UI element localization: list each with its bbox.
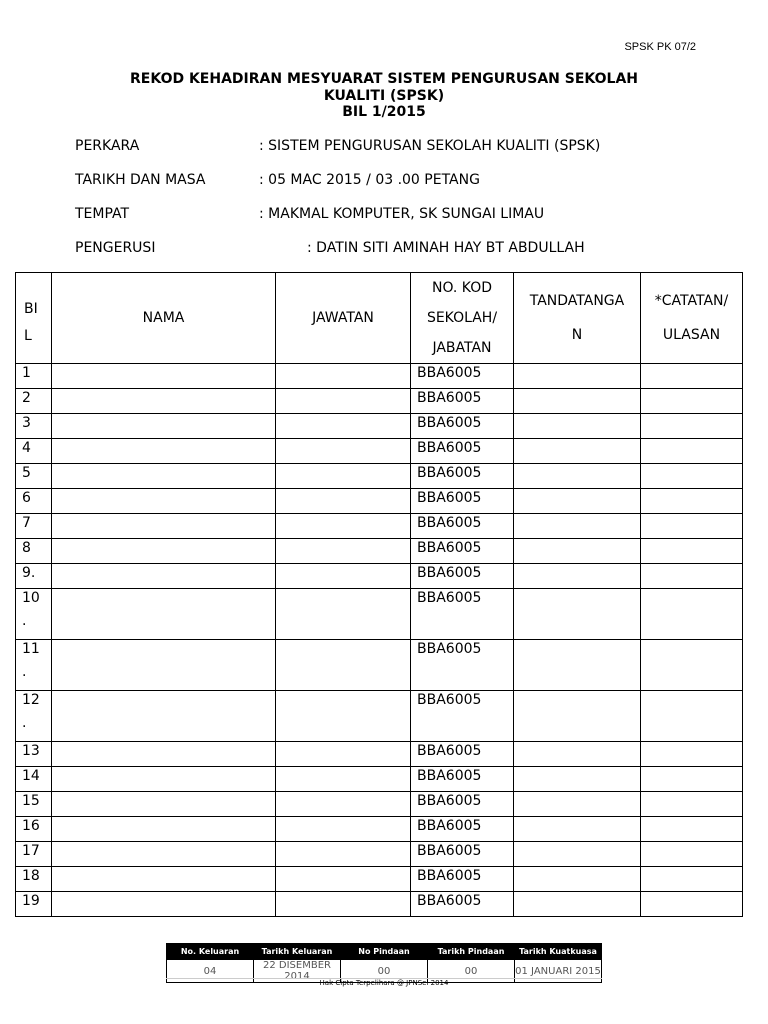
row-bil: 2 (16, 389, 52, 414)
row-bil-line-1: 10 (22, 590, 40, 606)
row-nama-cell[interactable] (52, 414, 276, 439)
footer-value-tarikh-keluaran: 22 DISEMBER 2014 (254, 960, 341, 983)
header-kod-line-3: JABATAN (432, 340, 492, 356)
row-tandatangan-cell[interactable] (514, 640, 641, 691)
header-bil-line-2: L (24, 328, 32, 344)
footer-header-tarikh-keluaran: Tarikh Keluaran (254, 944, 341, 960)
row-nama-cell[interactable] (52, 640, 276, 691)
row-bil (16, 589, 52, 640)
row-bil: 5 (16, 464, 52, 489)
row-catatan-cell[interactable] (641, 364, 743, 389)
row-bil: 9. (16, 564, 52, 589)
row-nama-cell[interactable] (52, 742, 276, 767)
row-tandatangan-cell[interactable] (514, 691, 641, 742)
row-bil: 6 (16, 489, 52, 514)
row-catatan-cell[interactable] (641, 489, 743, 514)
row-bil: 3 (16, 414, 52, 439)
table-row (16, 640, 743, 691)
row-catatan-cell[interactable] (641, 742, 743, 767)
footer-header-no-pindaan: No Pindaan (341, 944, 428, 960)
row-jawatan-cell[interactable] (276, 817, 411, 842)
row-kod: BBA6005 (411, 439, 514, 464)
row-jawatan-cell[interactable] (276, 564, 411, 589)
footer-header-row (167, 944, 602, 960)
table-row (16, 792, 743, 817)
row-bil: 7 (16, 514, 52, 539)
footer-value-tarikh-kuatkuasa: 01 JANUARI 2015 (515, 960, 602, 983)
header-tandatangan (514, 273, 641, 364)
row-bil: 1 (16, 364, 52, 389)
row-tandatangan-cell[interactable] (514, 439, 641, 464)
row-nama-cell[interactable] (52, 817, 276, 842)
row-jawatan-cell[interactable] (276, 742, 411, 767)
header-jawatan: JAWATAN (276, 273, 411, 364)
header-kod-line-2: SEKOLAH/ (426, 310, 498, 326)
row-bil: 4 (16, 439, 52, 464)
row-nama-cell[interactable] (52, 489, 276, 514)
row-jawatan-cell[interactable] (276, 439, 411, 464)
row-catatan-cell[interactable] (641, 892, 743, 917)
row-bil-line-2: . (22, 664, 27, 680)
row-bil: 17 (16, 842, 52, 867)
table-row (16, 439, 743, 464)
row-catatan-cell[interactable] (641, 817, 743, 842)
header-bil-line-1: BI (24, 301, 38, 317)
row-bil: 13 (16, 742, 52, 767)
row-bil: 14 (16, 767, 52, 792)
header-kod (411, 273, 514, 364)
header-tandatangan-line-2: N (571, 327, 583, 343)
table-row (16, 514, 743, 539)
row-bil: 8 (16, 539, 52, 564)
row-kod: BBA6005 (411, 514, 514, 539)
row-catatan-cell[interactable] (641, 691, 743, 742)
footer-value-no-pindaan: 00 (341, 960, 428, 983)
row-kod: BBA6005 (411, 742, 514, 767)
table-row (16, 867, 743, 892)
meta-label-tarikh: TARIKH DAN MASA (75, 172, 206, 188)
row-nama-cell[interactable] (52, 439, 276, 464)
table-row (16, 842, 743, 867)
row-jawatan-cell[interactable] (276, 792, 411, 817)
row-kod: BBA6005 (411, 489, 514, 514)
document-title-line-1: REKOD KEHADIRAN MESYUARAT SISTEM PENGURUSAN SEKOLAH (130, 71, 638, 87)
row-catatan-cell[interactable] (641, 867, 743, 892)
row-tandatangan-cell[interactable] (514, 742, 641, 767)
row-kod: BBA6005 (411, 792, 514, 817)
row-tandatangan-cell[interactable] (514, 514, 641, 539)
meta-label-tempat: TEMPAT (75, 206, 130, 222)
row-kod: BBA6005 (411, 589, 514, 640)
row-kod: BBA6005 (411, 892, 514, 917)
row-kod: BBA6005 (411, 364, 514, 389)
row-catatan-cell[interactable] (641, 539, 743, 564)
row-jawatan-cell[interactable] (276, 539, 411, 564)
row-jawatan-cell[interactable] (276, 414, 411, 439)
table-row (16, 691, 743, 742)
table-row (16, 892, 743, 917)
header-kod-line-1: NO. KOD (431, 280, 493, 296)
header-catatan (641, 273, 743, 364)
header-bil (16, 273, 52, 364)
row-catatan-cell[interactable] (641, 464, 743, 489)
footer-header-tarikh-pindaan: Tarikh Pindaan (428, 944, 515, 960)
table-row (16, 564, 743, 589)
row-jawatan-cell[interactable] (276, 842, 411, 867)
row-catatan-cell[interactable] (641, 514, 743, 539)
row-tandatangan-cell[interactable] (514, 364, 641, 389)
row-bil (16, 691, 52, 742)
row-catatan-cell[interactable] (641, 792, 743, 817)
attendance-table (15, 272, 743, 917)
row-nama-cell[interactable] (52, 589, 276, 640)
row-catatan-cell[interactable] (641, 842, 743, 867)
table-row (16, 742, 743, 767)
row-nama-cell[interactable] (52, 539, 276, 564)
row-bil: 19 (16, 892, 52, 917)
meta-label-pengerusi: PENGERUSI (75, 240, 156, 256)
row-nama-cell[interactable] (52, 389, 276, 414)
table-row (16, 589, 743, 640)
row-jawatan-cell[interactable] (276, 691, 411, 742)
row-bil: 15 (16, 792, 52, 817)
row-bil: 18 (16, 867, 52, 892)
row-nama-cell[interactable] (52, 792, 276, 817)
row-jawatan-cell[interactable] (276, 364, 411, 389)
row-nama-cell[interactable] (52, 514, 276, 539)
row-kod: BBA6005 (411, 767, 514, 792)
row-jawatan-cell[interactable] (276, 640, 411, 691)
row-nama-cell[interactable] (52, 564, 276, 589)
row-bil (16, 640, 52, 691)
row-kod: BBA6005 (411, 414, 514, 439)
row-catatan-cell[interactable] (641, 589, 743, 640)
row-bil-line-1: 11 (22, 641, 40, 657)
row-bil: 16 (16, 817, 52, 842)
row-catatan-cell[interactable] (641, 564, 743, 589)
row-nama-cell[interactable] (52, 464, 276, 489)
row-jawatan-cell[interactable] (276, 867, 411, 892)
row-catatan-cell[interactable] (641, 389, 743, 414)
row-jawatan-cell[interactable] (276, 767, 411, 792)
row-catatan-cell[interactable] (641, 414, 743, 439)
table-row (16, 364, 743, 389)
header-catatan-line-2: ULASAN (662, 327, 721, 343)
row-tandatangan-cell[interactable] (514, 564, 641, 589)
copyright-notice: Hak Cipta Terpelihara @ JPNSel 2014 (166, 978, 602, 987)
table-row (16, 817, 743, 842)
row-jawatan-cell[interactable] (276, 892, 411, 917)
row-tandatangan-cell[interactable] (514, 817, 641, 842)
row-tandatangan-cell[interactable] (514, 464, 641, 489)
row-kod: BBA6005 (411, 691, 514, 742)
row-nama-cell[interactable] (52, 767, 276, 792)
row-kod: BBA6005 (411, 564, 514, 589)
row-jawatan-cell[interactable] (276, 514, 411, 539)
document-title-line-3: BIL 1/2015 (342, 104, 426, 120)
header-catatan-line-1: *CATATAN/ (654, 293, 729, 309)
row-kod: BBA6005 (411, 464, 514, 489)
row-nama-cell[interactable] (52, 691, 276, 742)
row-jawatan-cell[interactable] (276, 489, 411, 514)
row-tandatangan-cell[interactable] (514, 767, 641, 792)
revision-footer-table (166, 943, 602, 983)
row-tandatangan-cell[interactable] (514, 842, 641, 867)
row-tandatangan-cell[interactable] (514, 414, 641, 439)
row-jawatan-cell[interactable] (276, 589, 411, 640)
row-bil-line-1: 12 (22, 692, 40, 708)
document-title-line-2: KUALITI (SPSK) (323, 88, 445, 104)
row-tandatangan-cell[interactable] (514, 539, 641, 564)
table-row (16, 489, 743, 514)
header-nama: NAMA (52, 273, 276, 364)
row-jawatan-cell[interactable] (276, 389, 411, 414)
table-header-row (16, 273, 743, 364)
footer-value-tarikh-pindaan: 00 (428, 960, 515, 983)
table-row (16, 464, 743, 489)
meta-label-perkara: PERKARA (75, 138, 140, 154)
row-kod: BBA6005 (411, 842, 514, 867)
row-tandatangan-cell[interactable] (514, 389, 641, 414)
row-tandatangan-cell[interactable] (514, 792, 641, 817)
row-tandatangan-cell[interactable] (514, 892, 641, 917)
meta-value-tempat: : MAKMAL KOMPUTER, SK SUNGAI LIMAU (259, 206, 545, 222)
row-bil-line-2: . (22, 715, 27, 731)
row-catatan-cell[interactable] (641, 767, 743, 792)
row-catatan-cell[interactable] (641, 439, 743, 464)
header-tandatangan-line-1: TANDATANGA (529, 293, 625, 309)
row-nama-cell[interactable] (52, 364, 276, 389)
meta-value-perkara: : SISTEM PENGURUSAN SEKOLAH KUALITI (SPSK) (259, 138, 601, 154)
table-row (16, 539, 743, 564)
row-bil-line-2: . (22, 613, 27, 629)
document-code: SPSK PK 07/2 (624, 41, 696, 53)
table-row (16, 389, 743, 414)
footer-header-tarikh-kuatkuasa: Tarikh Kuatkuasa (515, 944, 602, 960)
row-tandatangan-cell[interactable] (514, 489, 641, 514)
row-nama-cell[interactable] (52, 842, 276, 867)
table-row (16, 414, 743, 439)
meta-value-pengerusi: : DATIN SITI AMINAH HAY BT ABDULLAH (307, 240, 585, 256)
row-kod: BBA6005 (411, 640, 514, 691)
table-row (16, 767, 743, 792)
meta-value-tarikh: : 05 MAC 2015 / 03 .00 PETANG (259, 172, 480, 188)
footer-value-no-keluaran: 04 (167, 960, 254, 983)
row-kod: BBA6005 (411, 539, 514, 564)
row-nama-cell[interactable] (52, 867, 276, 892)
row-jawatan-cell[interactable] (276, 464, 411, 489)
row-kod: BBA6005 (411, 867, 514, 892)
row-tandatangan-cell[interactable] (514, 867, 641, 892)
row-kod: BBA6005 (411, 389, 514, 414)
row-tandatangan-cell[interactable] (514, 589, 641, 640)
row-nama-cell[interactable] (52, 892, 276, 917)
row-catatan-cell[interactable] (641, 640, 743, 691)
footer-header-no-keluaran: No. Keluaran (167, 944, 254, 960)
row-kod: BBA6005 (411, 817, 514, 842)
